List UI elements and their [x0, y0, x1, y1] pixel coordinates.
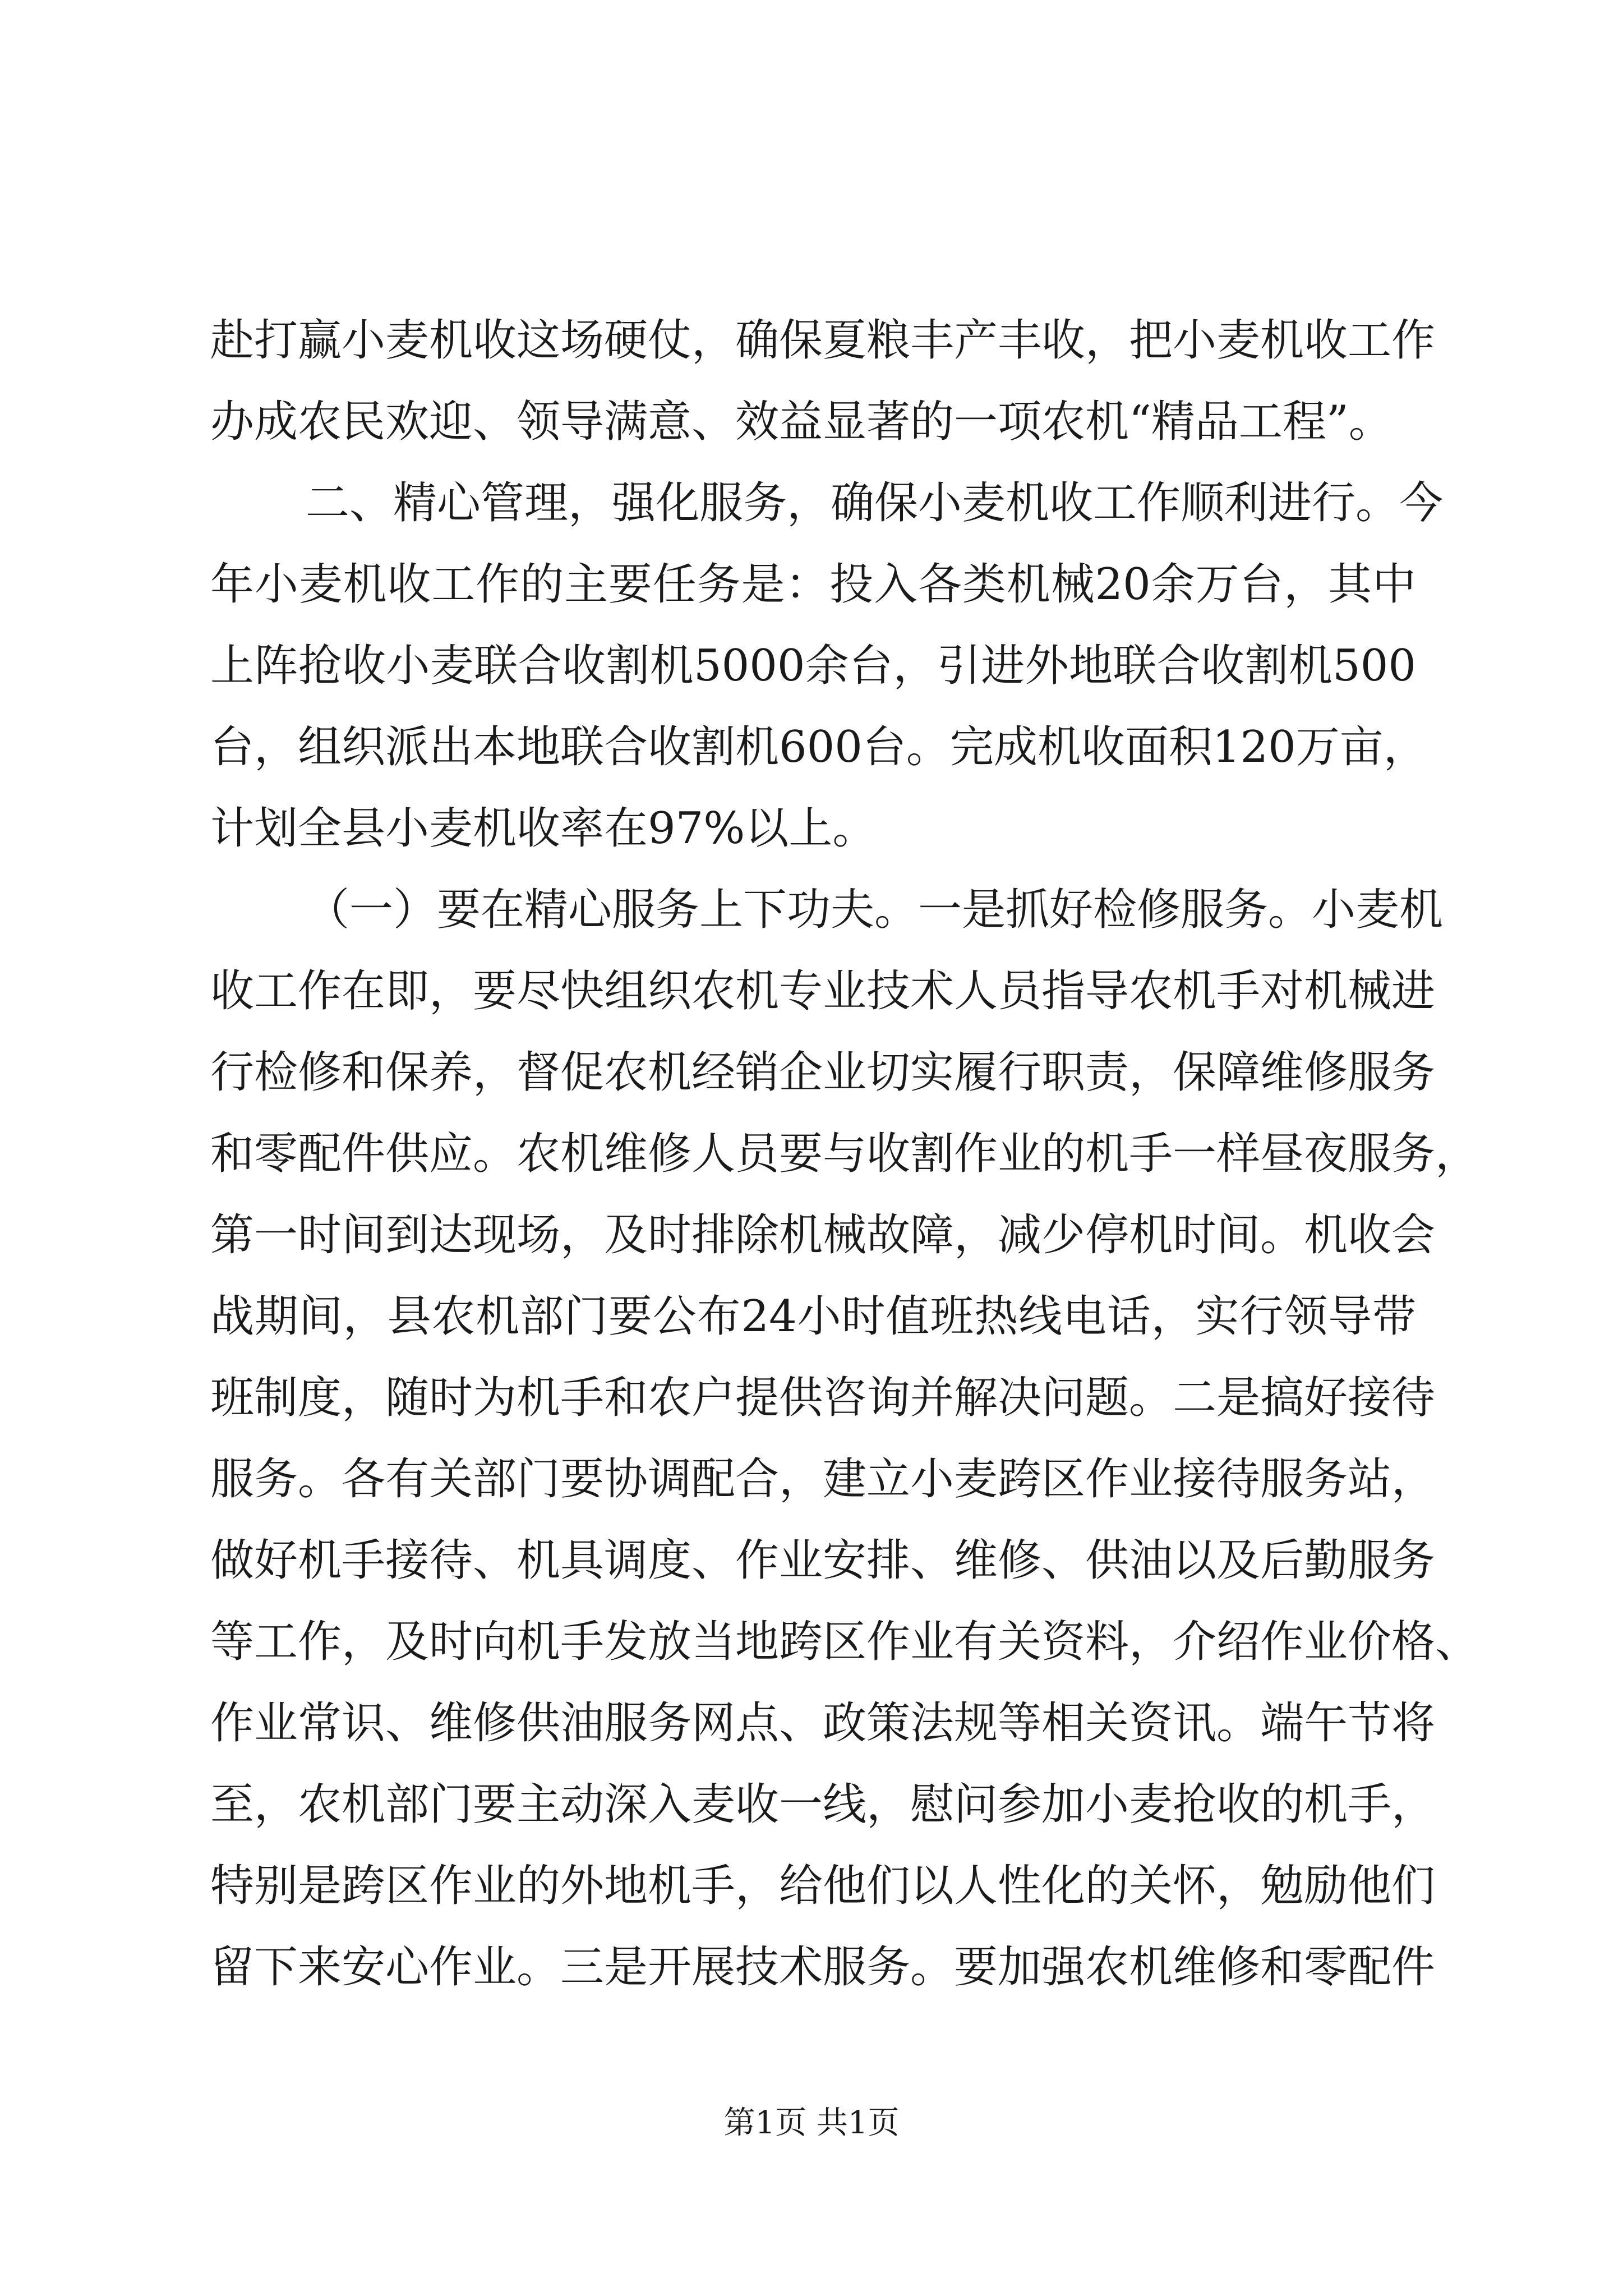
text-line: （一）要在精心服务上下功夫。一是抓好检修服务。小麦机: [306, 885, 1444, 935]
document-body: [210, 300, 1479, 2008]
text-line: 计划全县小麦机收率在97%以上。: [210, 803, 877, 854]
text-line: 第一时间到达现场，及时排除机械故障，减少停机时间。机收会: [210, 1210, 1436, 1260]
text-line: 战期间，县农机部门要公布24小时值班热线电话，实行领导带: [210, 1291, 1416, 1342]
text-line: 做好机手接待、机具调度、作业安排、维修、供油以及后勤服务: [210, 1535, 1436, 1586]
text-line: 服务。各有关部门要协调配合，建立小麦跨区作业接待服务站，: [210, 1454, 1436, 1504]
text-line: 台，组织派出本地联合收割机600台。完成机收面积120万亩，: [210, 722, 1427, 772]
text-line: 行检修和保养，督促农机经销企业切实履行职责，保障维修服务: [210, 1047, 1436, 1098]
text-line: 作业常识、维修供油服务网点、政策法规等相关资讯。端午节将: [210, 1698, 1436, 1749]
text-line: 上阵抢收小麦联合收割机5000余台，引进外地联合收割机500: [210, 641, 1416, 691]
text-line: 二、精心管理，强化服务，确保小麦机收工作顺利进行。今: [306, 478, 1444, 528]
page-number-footer: 第1页 共1页: [723, 2105, 900, 2141]
text-line: 至，农机部门要主动深入麦收一线，慰问参加小麦抢收的机手，: [210, 1779, 1436, 1830]
text-line: 收工作在即，要尽快组织农机专业技术人员指导农机手对机械进: [210, 966, 1436, 1016]
text-line: 年小麦机收工作的主要任务是：投入各类机械20余万台，其中: [210, 559, 1416, 610]
text-line: 特别是跨区作业的外地机手，给他们以人性化的关怀，勉励他们: [210, 1861, 1436, 1911]
text-line: 班制度，随时为机手和农户提供咨询并解决问题。二是搞好接待: [210, 1373, 1436, 1423]
text-line: 留下来安心作业。三是开展技术服务。要加强农机维修和零配件: [210, 1942, 1436, 1993]
text-line: 赴打赢小麦机收这场硬仗，确保夏粮丰产丰收，把小麦机收工作: [210, 315, 1436, 366]
text-line: 等工作，及时向机手发放当地跨区作业有关资料，介绍作业价格、: [210, 1617, 1479, 1667]
text-line: 办成农民欢迎、领导满意、效益显著的一项农机“精品工程”。: [210, 397, 1393, 447]
text-line: 和零配件供应。农机维修人员要与收割作业的机手一样昼夜服务，: [210, 1129, 1479, 1179]
